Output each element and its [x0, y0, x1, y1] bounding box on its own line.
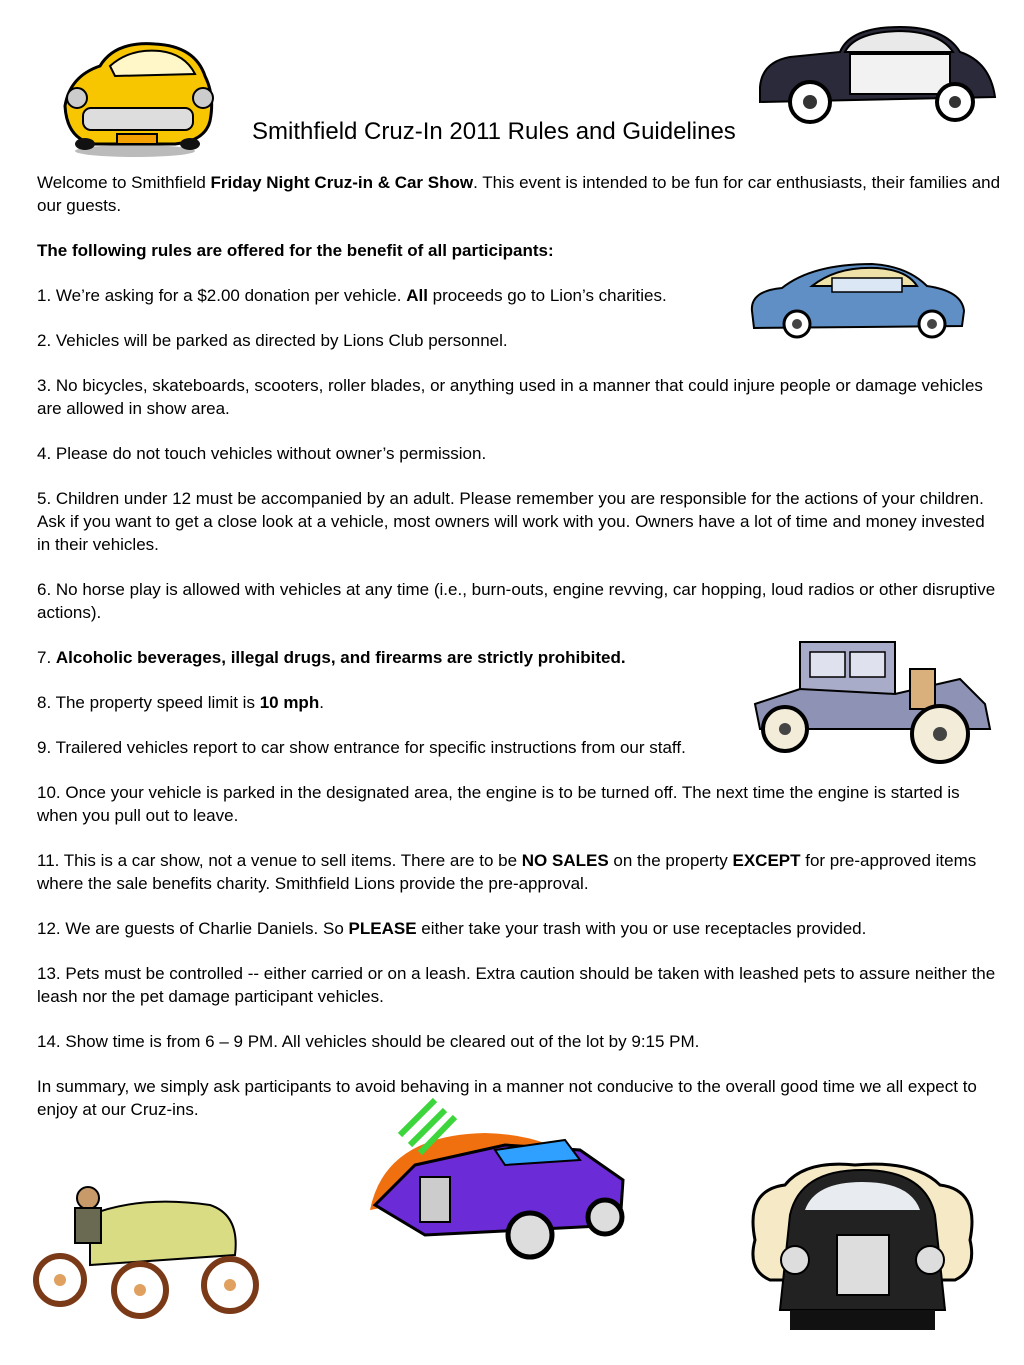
rule-6: 6. No horse play is allowed with vehicles at any time (i.e., burn-outs, engine revving, car hopping, loud radios or other disruptive actions). [37, 580, 996, 622]
page-title: Smithfield Cruz-In 2011 Rules and Guidelines [252, 118, 736, 145]
purple-convertible-illustration [365, 1095, 630, 1285]
blue-fifties-car-illustration [742, 256, 970, 346]
rule-5: 5. Children under 12 must be accompanied by an adult. Please remember you are responsible for the actions of your children. Ask if you want to get a close look at a vehicle, most owners will work with you. Owners have a lot of time and money invested in their vehicles. [37, 489, 985, 554]
rule-3: 3. No bicycles, skateboards, scooters, roller blades, or anything used in a manner that could injure people or damage vehicles are allowed in show area. [37, 376, 983, 418]
yellow-classic-car-illustration [55, 36, 220, 161]
black-white-sedan-illustration [750, 22, 1000, 127]
grey-vintage-roadster-illustration [750, 634, 1000, 769]
summary-paragraph: In summary, we simply ask participants to avoid behaving in a manner not conducive to the overall good time we all expect to enjoy at our Cruz-ins. [37, 1077, 977, 1119]
rule-12: 12. We are guests of Charlie Daniels. So PLEASE either take your trash with you or use receptacles provided. [37, 919, 867, 938]
green-racer-with-driver-illustration [30, 1180, 265, 1325]
rule-10: 10. Once your vehicle is parked in the designated area, the engine is to be turned off. The next time the engine is started is when you pull out to leave. [37, 783, 960, 825]
black-front-view-car-illustration [745, 1160, 980, 1355]
rule-4: 4. Please do not touch vehicles without owner’s permission. [37, 444, 487, 463]
rule-8: 8. The property speed limit is 10 mph. [37, 693, 324, 712]
rules-lead: The following rules are offered for the benefit of all participants: [37, 241, 554, 260]
rule-14: 14. Show time is from 6 – 9 PM. All vehicles should be cleared out of the lot by 9:15 PM. [37, 1032, 700, 1051]
rule-13: 13. Pets must be controlled -- either carried or on a leash. Extra caution should be taken with leashed pets to assure neither the leash nor the pet damage participant vehicles. [37, 964, 996, 1006]
rule-2: 2. Vehicles will be parked as directed by Lions Club personnel. [37, 331, 508, 350]
rule-7: 7. Alcoholic beverages, illegal drugs, and firearms are strictly prohibited. [37, 648, 626, 667]
rule-11: 11. This is a car show, not a venue to sell items. There are to be NO SALES on the property EXCEPT for pre-approved items where the sale benefits charity. Smithfield Lions provide the pre-approval. [37, 851, 977, 893]
rule-1: 1. We’re asking for a $2.00 donation per vehicle. All proceeds go to Lion’s charities. [37, 286, 667, 305]
rule-9: 9. Trailered vehicles report to car show entrance for specific instructions from our staff. [37, 738, 686, 757]
intro-paragraph: Welcome to Smithfield Friday Night Cruz-in & Car Show. This event is intended to be fun for car enthusiasts, their families and our guests. [37, 173, 1001, 215]
